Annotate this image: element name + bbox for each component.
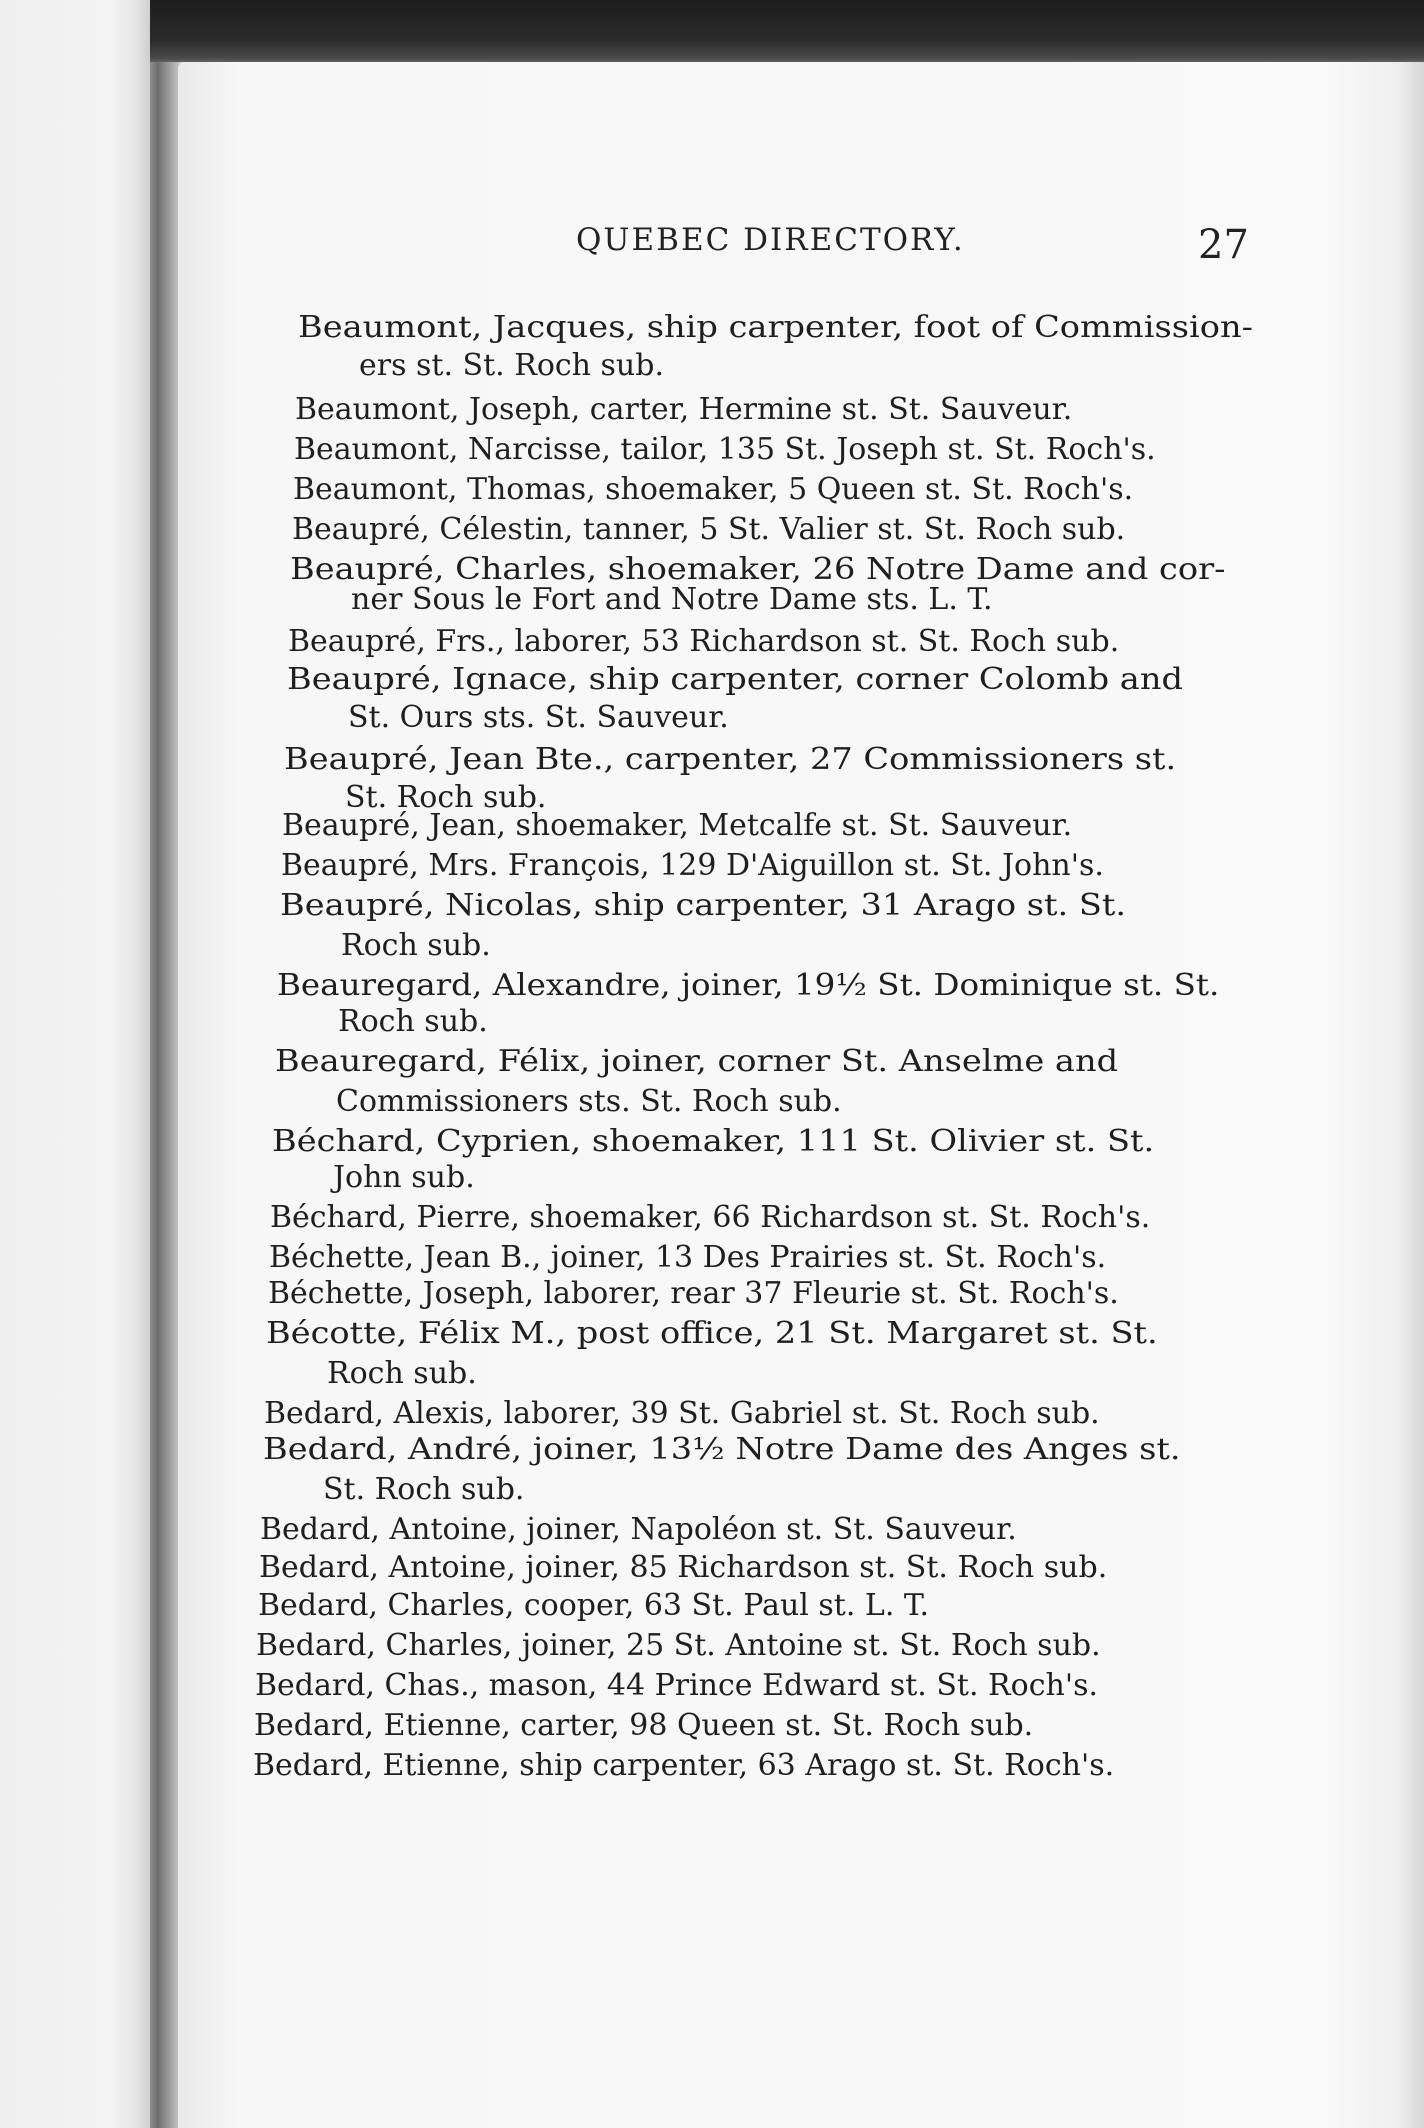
directory-entry: Beaupré, Nicolas, ship carpenter, 31 Arago st. St. <box>280 888 1127 923</box>
directory-entry: Bedard, André, joiner, 13½ Notre Dame des Anges st. <box>263 1432 1181 1467</box>
directory-entry-continuation: St. Roch sub. <box>345 780 547 815</box>
directory-entry: Bedard, Antoine, joiner, Napoléon st. St. Sauveur. <box>260 1512 1017 1547</box>
directory-entry-continuation: ner Sous le Fort and Notre Dame sts. L. T. <box>351 582 993 617</box>
directory-entry: Beaupré, Jean, shoemaker, Metcalfe st. St. Sauveur. <box>282 808 1073 843</box>
directory-entry: Bedard, Antoine, joiner, 85 Richardson st. St. Roch sub. <box>259 1550 1108 1585</box>
directory-entry-continuation: Roch sub. <box>341 928 491 963</box>
directory-entry: Beaumont, Jacques, ship carpenter, foot of Commission- <box>298 310 1253 345</box>
directory-entry: Bedard, Alexis, laborer, 39 St. Gabriel st. St. Roch sub. <box>264 1396 1100 1431</box>
directory-entry: Beaumont, Joseph, carter, Hermine st. St. Sauveur. <box>295 392 1073 427</box>
directory-entry-continuation: John sub. <box>333 1160 475 1195</box>
directory-entry: Beaumont, Thomas, shoemaker, 5 Queen st. St. Roch's. <box>293 472 1134 507</box>
directory-entry: Béchette, Jean B., joiner, 13 Des Prairies st. St. Roch's. <box>269 1240 1107 1275</box>
directory-entry: Beauregard, Félix, joiner, corner St. Anselme and <box>275 1044 1119 1079</box>
directory-entry: Beaupré, Célestin, tanner, 5 St. Valier st. St. Roch sub. <box>292 512 1126 547</box>
directory-entry: Bedard, Chas., mason, 44 Prince Edward st. St. Roch's. <box>255 1668 1099 1703</box>
page-number: 27 <box>1198 222 1249 268</box>
directory-entry-continuation: St. Roch sub. <box>323 1472 525 1507</box>
directory-entry-continuation: ers st. St. Roch sub. <box>359 348 664 383</box>
directory-entry-continuation: St. Ours sts. St. Sauveur. <box>348 700 729 735</box>
running-head: QUEBEC DIRECTORY. <box>576 222 965 258</box>
directory-entry: Beauregard, Alexandre, joiner, 19½ St. Dominique st. St. <box>277 968 1220 1003</box>
directory-entry: Bedard, Charles, joiner, 25 St. Antoine st. St. Roch sub. <box>256 1628 1101 1663</box>
directory-entry: Beaupré, Charles, shoemaker, 26 Notre Dame and cor- <box>290 552 1226 587</box>
directory-entry: Beaupré, Mrs. François, 129 D'Aiguillon st. St. John's. <box>281 848 1104 883</box>
directory-entry-continuation: Roch sub. <box>338 1004 488 1039</box>
directory-entry: Bedard, Etienne, carter, 98 Queen st. St. Roch sub. <box>254 1708 1034 1743</box>
directory-entry: Bedard, Charles, cooper, 63 St. Paul st. L. T. <box>258 1588 930 1623</box>
directory-entry: Bedard, Etienne, ship carpenter, 63 Arago st. St. Roch's. <box>253 1748 1115 1783</box>
directory-entry: Béchard, Cyprien, shoemaker, 111 St. Olivier st. St. <box>272 1124 1155 1159</box>
directory-entry: Bécotte, Félix M., post office, 21 St. Margaret st. St. <box>266 1316 1158 1351</box>
directory-entry: Beaupré, Ignace, ship carpenter, corner Colomb and <box>287 662 1183 697</box>
directory-entry: Beaupré, Jean Bte., carpenter, 27 Commissioners st. <box>284 742 1177 777</box>
directory-entry: Beaupré, Frs., laborer, 53 Richardson st. St. Roch sub. <box>288 624 1120 659</box>
directory-entry: Béchard, Pierre, shoemaker, 66 Richardson st. St. Roch's. <box>270 1200 1151 1235</box>
directory-entry: Béchette, Joseph, laborer, rear 37 Fleurie st. St. Roch's. <box>268 1276 1119 1311</box>
directory-entry-continuation: Roch sub. <box>327 1356 477 1391</box>
directory-entry: Beaumont, Narcisse, tailor, 135 St. Joseph st. St. Roch's. <box>294 432 1156 467</box>
directory-entry-continuation: Commissioners sts. St. Roch sub. <box>336 1084 842 1119</box>
